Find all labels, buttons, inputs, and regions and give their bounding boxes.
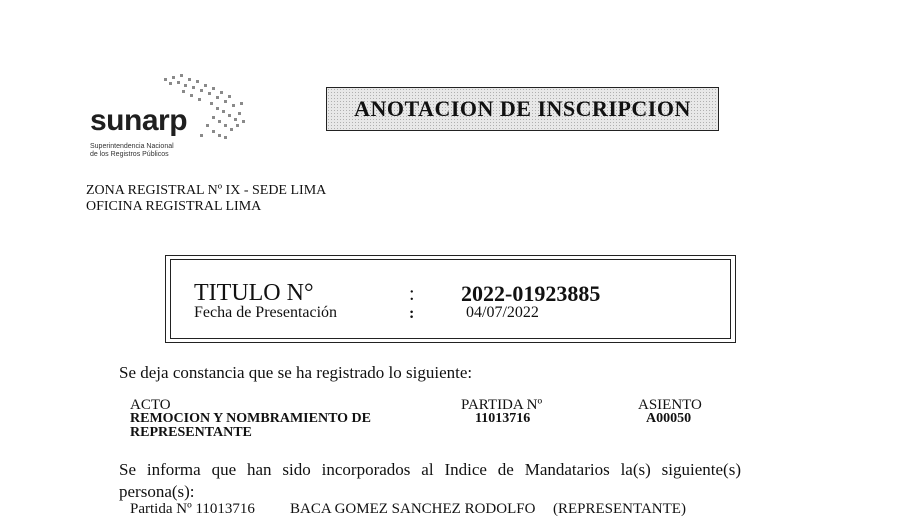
informa-word: Se [119,460,136,479]
informa-word: siguiente(s) [661,460,741,479]
informa-word: sido [282,460,311,479]
oficina-registral: OFICINA REGISTRAL LIMA [86,199,262,214]
mandatario-cargo: (REPRESENTANTE) [553,501,686,517]
informa-word: de [497,460,514,479]
fecha-presentacion-label: Fecha de Presentación [194,304,338,321]
asiento-value: A00050 [646,411,692,426]
document-title: ANOTACION DE INSCRIPCION [354,96,691,121]
informa-word: han [247,460,272,479]
titulo-number: 2022-01923885 [461,281,601,306]
fecha-colon: : [409,305,415,322]
mandatario-partida: Partida Nº 11013716 [130,501,255,517]
fecha-presentacion-value: 04/07/2022 [466,304,539,321]
informa-word: incorporados [321,460,411,479]
partida-value: 11013716 [475,411,531,426]
informa-word: informa [146,460,201,479]
informa-line2: persona(s): [119,482,195,501]
zona-registral: ZONA REGISTRAL Nº IX - SEDE LIMA [86,183,327,198]
informa-line1 [119,460,741,480]
titulo-colon: : [409,283,415,305]
partida-header: PARTIDA Nº [461,397,543,413]
constancia-text: Se deja constancia que se ha registrado lo siguiente: [119,363,473,382]
titulo-label: TITULO N° [194,280,314,306]
mandatario-nombre: BACA GOMEZ SANCHEZ RODOLFO [290,501,536,517]
acto-header: ACTO [130,397,171,413]
informa-word: al [421,460,434,479]
informa-word: Mandatarios [524,460,610,479]
sunarp-logo-text: sunarp [90,104,188,137]
logo-subtitle-line1: Superintendencia Nacional [90,143,174,150]
document-title-box [326,87,719,131]
acto-value-line1: REMOCION Y NOMBRAMIENTO DE [130,411,371,426]
asiento-header: ASIENTO [638,397,702,413]
informa-word: Indice [444,460,487,479]
logo-subtitle-line2: de los Registros Públicos [90,151,169,158]
informa-word: que [211,460,237,479]
acto-value-line2: REPRESENTANTE [130,425,252,440]
informa-word: la(s) [620,460,651,479]
